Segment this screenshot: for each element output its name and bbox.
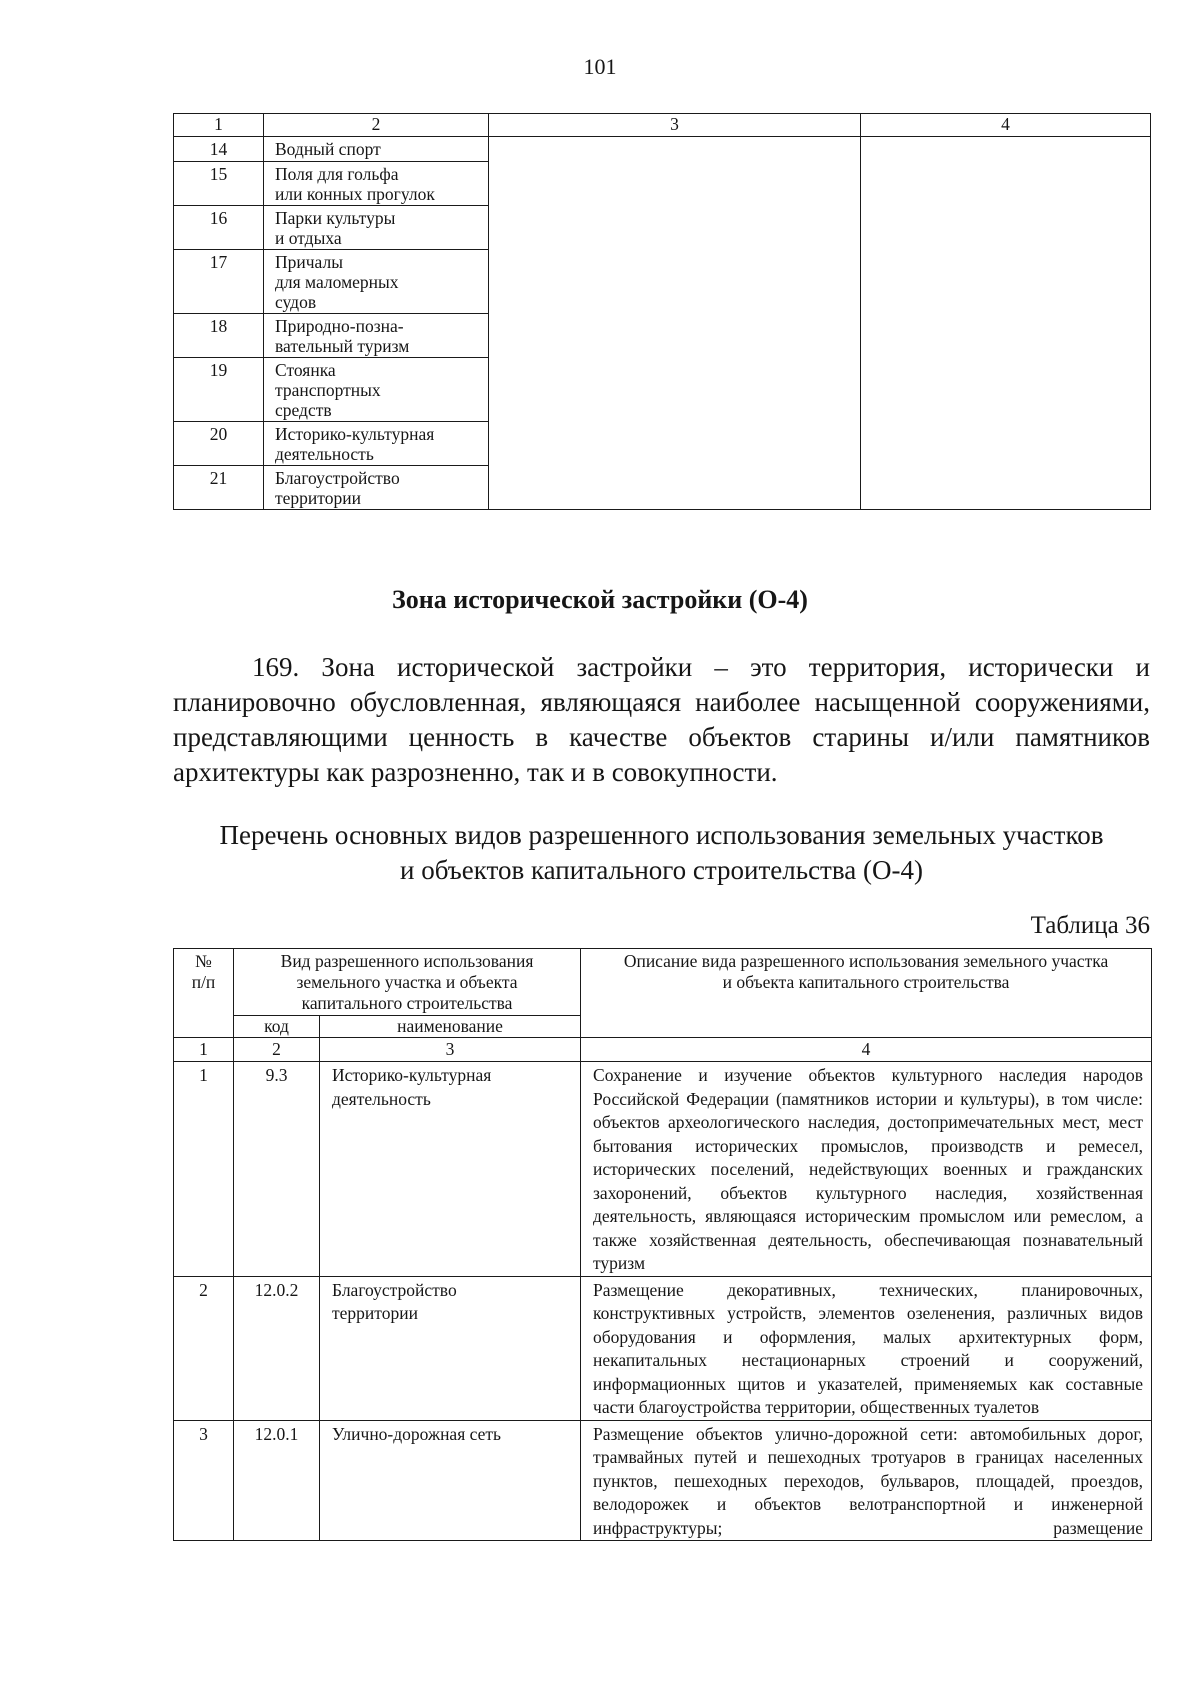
continued-permitted-uses-table — [173, 113, 1151, 510]
row-number: 20 — [174, 422, 264, 466]
row-number: 14 — [174, 137, 264, 162]
table-row — [174, 1276, 1152, 1420]
row-number: 3 — [174, 1420, 234, 1541]
use-name: Историко-культурная деятельность — [320, 1062, 581, 1277]
table-row — [174, 137, 1151, 162]
header-code: код — [234, 1016, 320, 1038]
column-index: 1 — [174, 1038, 234, 1062]
use-code: 12.0.2 — [234, 1276, 320, 1420]
page-number: 101 — [583, 54, 617, 79]
row-number: 17 — [174, 250, 264, 314]
zone-description-paragraph: 169. Зона исторической застройки – это территория, исторически и планировочно обусловленная, являющаяся наиболее насыщенной сооружениями, представляющими ценность в качестве объектов старины и/или памятников архитектуры как разрозненно, так и в совокупности. — [173, 652, 1150, 787]
use-description: Размещение объектов улично-дорожной сети: автомобильных дорог, трамвайных путей и пешеходных тротуаров в границах населенных пунктов, пешеходных переходов, бульваров, площадей, проездов, велодорожек и объектов велотранспортной и инженерной инфраструктуры; размещение — [581, 1420, 1152, 1541]
table-caption: Таблица 36 — [1030, 912, 1150, 939]
use-name: Поля для гольфа или конных прогулок — [264, 162, 489, 206]
column-index: 2 — [264, 114, 489, 137]
row-number: 16 — [174, 206, 264, 250]
empty-cell — [489, 137, 861, 510]
empty-cell — [861, 137, 1151, 510]
column-index: 2 — [234, 1038, 320, 1062]
column-index-row — [174, 1038, 1152, 1062]
row-number: 1 — [174, 1062, 234, 1277]
use-name: Водный спорт — [264, 137, 489, 162]
use-name: Парки культуры и отдыха — [264, 206, 489, 250]
use-name: Историко-культурная деятельность — [264, 422, 489, 466]
use-name: Улично-дорожная сеть — [320, 1420, 581, 1541]
use-code: 12.0.1 — [234, 1420, 320, 1541]
column-index: 3 — [489, 114, 861, 137]
use-name: Благоустройство территории — [320, 1276, 581, 1420]
table-row — [174, 1420, 1152, 1541]
use-description: Сохранение и изучение объектов культурного наследия народов Российской Федерации (памятников истории и культуры), в том числе: объектов археологического наследия, достопримечательных мест, мест бытования исторических промыслов, производств и ремесел, исторических поселений, недействующих военных и гражданских захоронений, объектов культурного наследия, хозяйственная деятельность, являющаяся историческим промыслом или ремеслом, а также хозяйственная деятельность, обеспечивающая познавательный туризм — [581, 1062, 1152, 1277]
row-number: 15 — [174, 162, 264, 206]
row-number: 19 — [174, 358, 264, 422]
row-number: 18 — [174, 314, 264, 358]
use-name: Стоянка транспортных средств — [264, 358, 489, 422]
table-header-row — [174, 114, 1151, 137]
section-heading: Зона исторической застройки (О-4) — [392, 585, 808, 614]
header-description: Описание вида разрешенного использования земельного участка и объекта капитального строительства — [581, 949, 1152, 1038]
column-index: 1 — [174, 114, 264, 137]
use-name: Благоустройство территории — [264, 466, 489, 510]
table-header-row — [174, 949, 1152, 1016]
header-number: № п/п — [174, 949, 234, 1038]
column-index: 3 — [320, 1038, 581, 1062]
use-code: 9.3 — [234, 1062, 320, 1277]
use-description: Размещение декоративных, технических, планировочных, конструктивных устройств, элементов озеленения, различных видов оборудования и оформления, малых архитектурных форм, некапитальных нестационарных строений и сооружений, информационных щитов и указателей, применяемых как составные части благоустройства территории, общественных туалетов — [581, 1276, 1152, 1420]
use-name: Причалы для маломерных судов — [264, 250, 489, 314]
column-index: 4 — [581, 1038, 1152, 1062]
header-name: наименование — [320, 1016, 581, 1038]
header-use-kind: Вид разрешенного использования земельного участка и объекта капитального строительства — [234, 949, 581, 1016]
list-title: Перечень основных видов разрешенного использования земельных участков и объектов капитального строительства (О-4) — [219, 820, 1104, 885]
table-row — [174, 1062, 1152, 1277]
row-number: 2 — [174, 1276, 234, 1420]
permitted-uses-table — [173, 948, 1152, 1541]
use-name: Природно-позна- вательный туризм — [264, 314, 489, 358]
column-index: 4 — [861, 114, 1151, 137]
row-number: 21 — [174, 466, 264, 510]
